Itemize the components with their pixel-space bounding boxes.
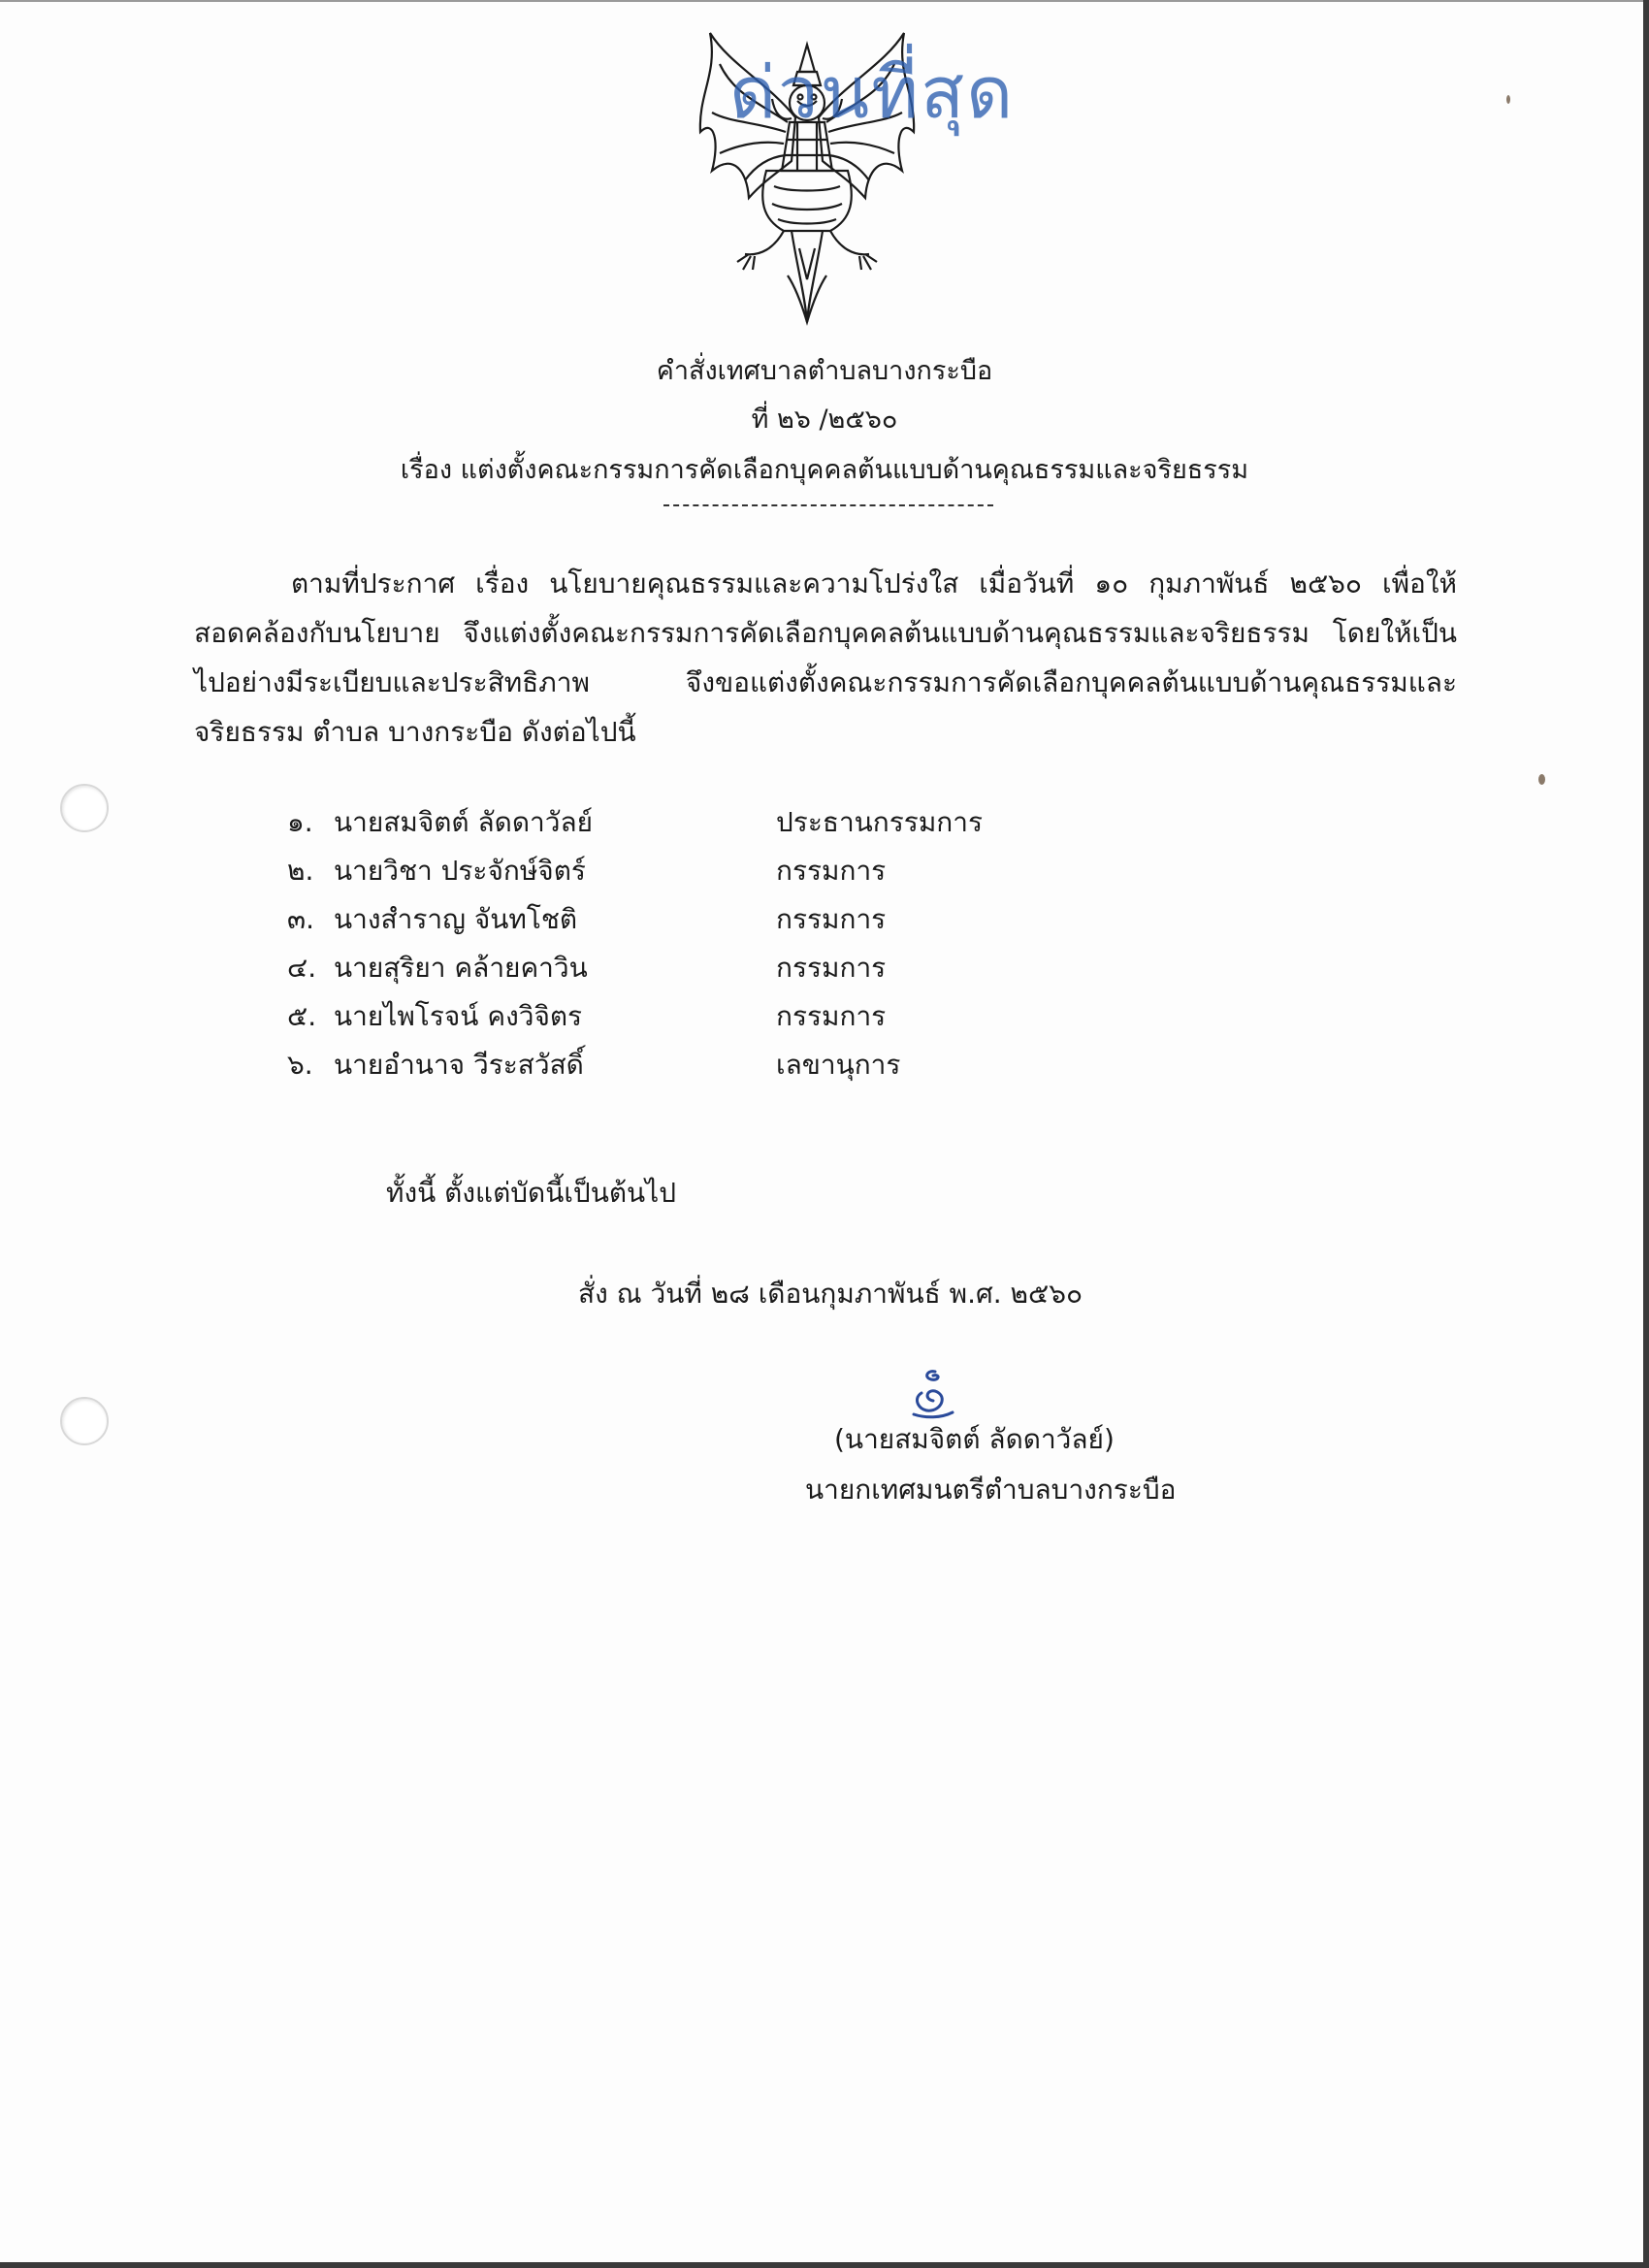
order-subject: เรื่อง แต่งตั้งคณะกรรมการคัดเลือกบุคคลต้นแบบด้านคุณธรรมและจริยธรรม: [400, 455, 1249, 485]
signatory-position: นายกเทศมนตรีตำบลบางกระบือ: [805, 1474, 1177, 1506]
stamp-overlay: ด่วนที่สุด: [729, 51, 1016, 135]
paper-speck: [1538, 774, 1545, 785]
member-name: นายสุริยา คล้ายคาวิน: [334, 952, 588, 984]
member-number: ๖.: [287, 1049, 313, 1081]
punch-hole-top: [60, 784, 109, 832]
member-row: [287, 947, 1354, 991]
member-number: ๒.: [287, 855, 314, 887]
member-name: นายไพโรจน์ คงวิจิตร: [334, 1000, 583, 1032]
member-number: ๔.: [287, 952, 317, 984]
member-role: กรรมการ: [776, 1000, 887, 1032]
member-row: [287, 995, 1354, 1040]
member-name: นางสำราญ จันทโชติ: [334, 903, 578, 935]
member-role: เลขานุการ: [776, 1049, 901, 1081]
member-row: [287, 1044, 1354, 1088]
order-number: ที่ ๒๖ /๒๕๖๐: [751, 405, 898, 435]
member-role: กรรมการ: [776, 952, 887, 984]
member-number: ๓.: [287, 903, 315, 935]
signatory-name: (นายสมจิตต์ ลัดดาวัลย์): [834, 1423, 1115, 1455]
member-row: [287, 801, 1354, 846]
member-row: [287, 850, 1354, 894]
member-name: นายสมจิตต์ ลัดดาวัลย์: [334, 806, 594, 838]
scan-bottom-edge: [0, 2262, 1649, 2268]
body-paragraph: [194, 559, 1457, 757]
member-role: กรรมการ: [776, 855, 887, 887]
punch-hole-bottom: [60, 1397, 109, 1445]
paper-speck: [1506, 95, 1510, 104]
order-date: สั่ง ณ วันที่ ๒๘ เดือนกุมภาพันธ์ พ.ศ. ๒๕๖๐: [578, 1278, 1083, 1310]
signature-scribble-icon: [906, 1366, 958, 1420]
member-number: ๑.: [287, 806, 313, 838]
divider: [663, 504, 993, 506]
member-row: [287, 898, 1354, 943]
member-number: ๕.: [287, 1000, 317, 1032]
member-name: นายอำนาจ วีระสวัสดิ์: [334, 1049, 584, 1081]
scan-top-edge: [0, 0, 1649, 2]
member-role: กรรมการ: [776, 903, 887, 935]
paragraph-text: ตามที่ประกาศ เรื่อง นโยบายคุณธรรมและความโปร่งใส เมื่อวันที่ ๑๐ กุมภาพันธ์ ๒๕๖๐ เพื่อให้สอดคล้องกับนโยบาย จึงแต่งตั้งคณะกรรมการคัดเลือกบุคคลต้นแบบด้านคุณธรรมและจริยธรรม โดยให้เป็นไปอย่างมีระเบียบและประสิทธิภาพ จึงขอแต่งตั้งคณะกรรมการคัดเลือกบุคคลต้นแบบด้านคุณธรรมและจริยธรรม ตำบล บางกระบือ ดังต่อไปนี้: [194, 567, 1457, 748]
effective-clause: ทั้งนี้ ตั้งแต่บัดนี้เป็นต้นไป: [386, 1177, 677, 1209]
order-title: คำสั่งเทศบาลตำบลบางกระบือ: [656, 356, 993, 386]
member-role: ประธานกรรมการ: [776, 806, 984, 838]
scan-right-edge: [1643, 0, 1649, 2268]
member-name: นายวิชา ประจักษ์จิตร์: [334, 855, 586, 887]
